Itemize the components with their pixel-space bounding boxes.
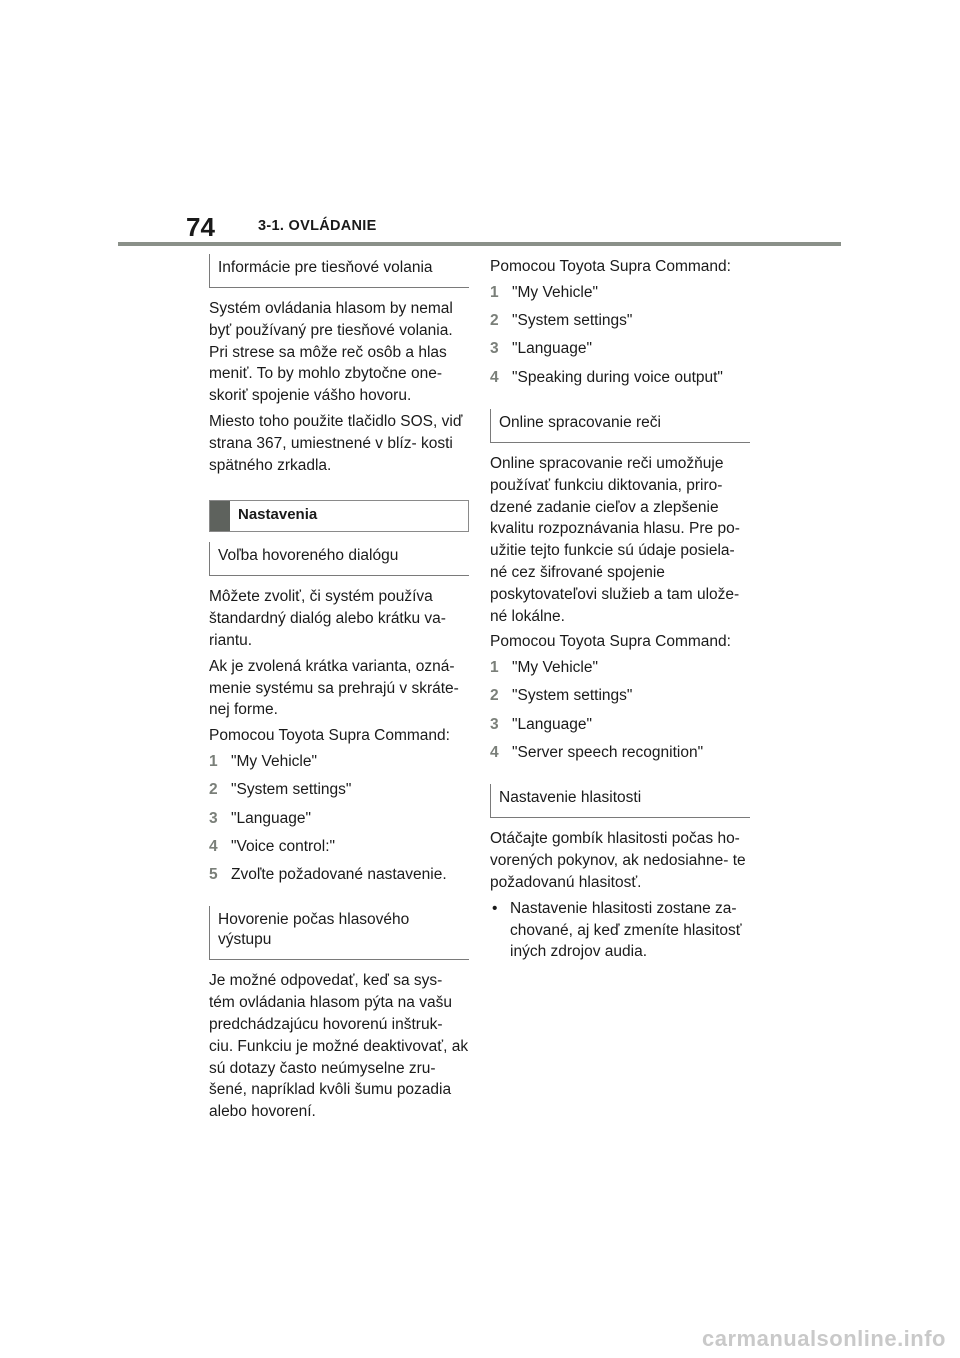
- list-item: 4 "Server speech recognition": [490, 744, 704, 762]
- steps-list: [490, 282, 750, 389]
- list-item: 1 "My Vehicle": [490, 659, 598, 677]
- list-item: 4 "Speaking during voice output": [490, 368, 723, 386]
- section-title: 3-1. OVLÁDANIE: [258, 218, 377, 234]
- page-number: 74: [186, 212, 215, 242]
- list-item: 2 "System settings": [490, 687, 633, 705]
- list-item: • Nastavenie hlasitosti zostane za- chované, aj keď zmeníte hlasitosť iných zdrojov audia.: [490, 898, 750, 963]
- heading-settings: [209, 500, 469, 532]
- left-column: [209, 254, 469, 1127]
- subheading-emergency-calls: Informácie pre tiesňové volania: [209, 254, 469, 288]
- list-item: 3 "Language": [209, 809, 311, 827]
- paragraph: Miesto toho použite tlačidlo SOS, viď strana 367, umiestnené v blíz- kosti spätného zrkadla.: [209, 412, 463, 474]
- list-item: 2 "System settings": [209, 781, 352, 799]
- header-divider: [118, 242, 841, 246]
- bullet-list: [490, 898, 750, 963]
- paragraph: Ak je zvolená krátka varianta, ozná- menie systému sa prehrajú v skráte- nej forme.: [209, 657, 459, 719]
- right-column: [490, 254, 750, 963]
- steps-list: [490, 657, 750, 764]
- page-header: [0, 0, 960, 260]
- list-item: 1 "My Vehicle": [209, 752, 317, 770]
- paragraph: Pomocou Toyota Supra Command:: [490, 633, 731, 651]
- heading-settings-label: Nastavenia: [238, 506, 318, 524]
- paragraph: Pomocou Toyota Supra Command:: [209, 727, 450, 745]
- list-item: 5 Zvoľte požadované nastavenie.: [209, 866, 447, 884]
- subheading-dialog-choice: Voľba hovoreného dialógu: [209, 542, 469, 576]
- paragraph: Otáčajte gombík hlasitosti počas ho- vorených pokynov, ak nedosiahne- te požadovanú hlasitosť.: [490, 830, 746, 891]
- list-item: 3 "Language": [490, 715, 592, 733]
- bullet-icon: •: [492, 899, 498, 917]
- list-item: 2 "System settings": [490, 312, 633, 330]
- subheading-volume: Nastavenie hlasitosti: [490, 784, 750, 818]
- list-item: 3 "Language": [490, 340, 592, 358]
- watermark: carmanualsonline.info: [702, 1326, 946, 1351]
- paragraph: Pomocou Toyota Supra Command:: [490, 258, 731, 275]
- paragraph: Online spracovanie reči umožňuje používať funkciu diktovania, priro- dzené zadanie cieľov a zlepšenie kvalitu rozpoznávania hlasu. Pre po- užitie tejto funkcie sú údaje posiela- né cez šifrované spojenie poskytovateľovi služieb a tam ulože- né lokálne.: [490, 454, 740, 625]
- paragraph: Môžete zvoliť, či systém používa štandardný dialóg alebo krátku va- riantu.: [209, 588, 446, 649]
- paragraph: Systém ovládania hlasom by nemal byť používaný pre tiesňové volania. Pri strese sa môže reč osôb a hlas meniť. To by mohlo zbytočne one- skoriť spojenie vášho hovoru.: [209, 300, 453, 405]
- subheading-speaking-during-output: Hovorenie počas hlasového výstupu: [209, 906, 469, 960]
- subheading-online-speech: Online spracovanie reči: [490, 409, 750, 443]
- list-item: 4 "Voice control:": [209, 837, 336, 855]
- heading-marker: [210, 501, 230, 531]
- paragraph: Je možné odpovedať, keď sa sys- tém ovládania hlasom pýta na vašu predchádzajúcu hovorenú inštruk- ciu. Funkciu je možné deaktivovať, ak sú dotazy často neúmyselne zru- šené, napríklad kvôli šumu pozadia alebo hovorení.: [209, 972, 469, 1121]
- steps-list: [209, 751, 469, 886]
- list-item: 1 "My Vehicle": [490, 283, 598, 301]
